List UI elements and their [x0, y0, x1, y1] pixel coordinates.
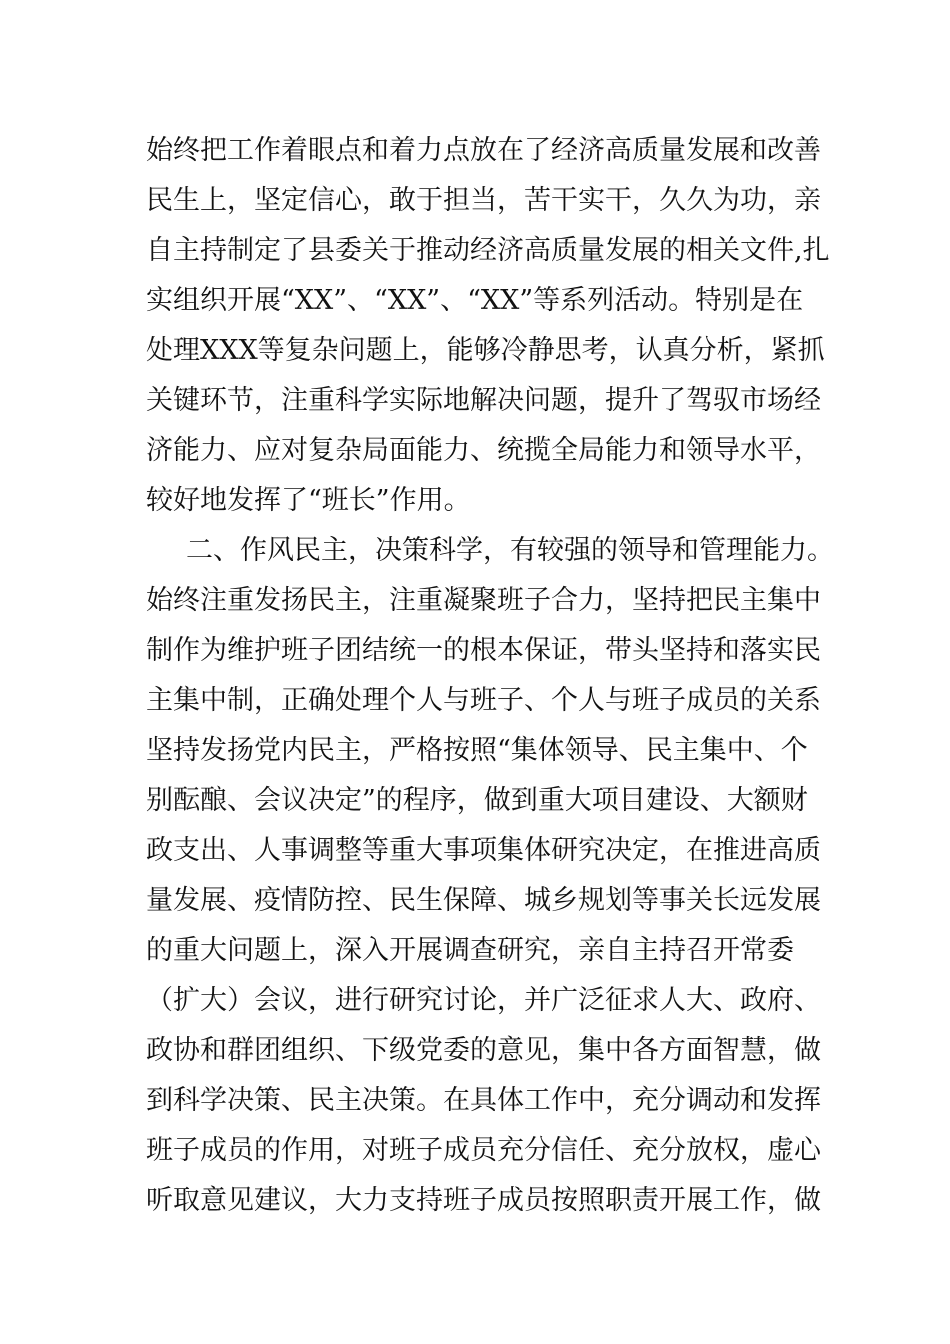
text-line: 主集中制，正确处理个人与班子、个人与班子成员的关系 — [146, 685, 821, 716]
text-line: 政支出、人事调整等重大事项集体研究决定，在推进高质 — [146, 835, 821, 866]
text-line: 量发展、疫情防控、民生保障、城乡规划等事关长远发展 — [146, 885, 821, 916]
text-line: 关键环节，注重科学实际地解决问题，提升了驾驭市场经 — [146, 385, 821, 416]
section-heading: 二、作风民主，决策科学，有较强的领导和管理能力。 — [186, 535, 834, 566]
text-line: 民生上，坚定信心，敢于担当，苦干实干，久久为功，亲 — [146, 185, 821, 216]
body-text — [146, 126, 834, 1226]
text-line: 坚持发扬党内民主，严格按照“集体领导、民主集中、个 — [146, 735, 808, 766]
text-line: 到科学决策、民主决策。在具体工作中，充分调动和发挥 — [146, 1085, 821, 1116]
text-line: 实组织开展“XX”、“XX”、“XX”等系列活动。特别是在 — [146, 285, 804, 316]
text-line: 自主持制定了县委关于推动经济高质量发展的相关文件,扎 — [146, 235, 830, 266]
text-line: 听取意见建议，大力支持班子成员按照职责开展工作，做 — [146, 1185, 821, 1216]
text-line: 处理XXX等复杂问题上，能够冷静思考，认真分析，紧抓 — [146, 335, 825, 366]
text-line: 别酝酿、会议决定”的程序，做到重大项目建设、大额财 — [146, 785, 808, 816]
text-line: 政协和群团组织、下级党委的意见，集中各方面智慧，做 — [146, 1035, 821, 1066]
text-line: （扩大）会议，进行研究讨论，并广泛征求人大、政府、 — [146, 985, 821, 1016]
text-line: 济能力、应对复杂局面能力、统揽全局能力和领导水平， — [146, 435, 821, 466]
text-line: 班子成员的作用，对班子成员充分信任、充分放权，虚心 — [146, 1135, 821, 1166]
text-line: 制作为维护班子团结统一的根本保证，带头坚持和落实民 — [146, 635, 821, 666]
text-line: 始终注重发扬民主，注重凝聚班子合力，坚持把民主集中 — [146, 585, 821, 616]
text-line: 的重大问题上，深入开展调查研究，亲自主持召开常委 — [146, 935, 794, 966]
text-line: 始终把工作着眼点和着力点放在了经济高质量发展和改善 — [146, 135, 821, 166]
text-line: 较好地发挥了“班长”作用。 — [146, 485, 471, 516]
